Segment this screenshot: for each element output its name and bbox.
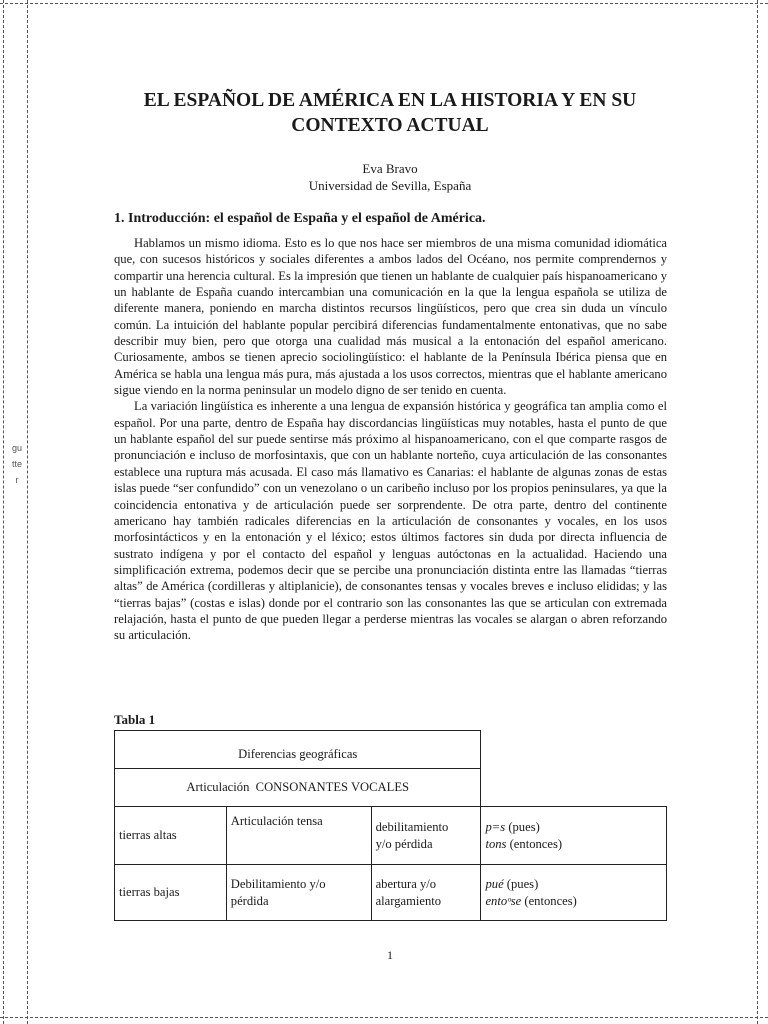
table-cell-region: tierras altas: [115, 807, 227, 865]
table-cell-consonants: Debilitamiento y/o pérdida: [226, 865, 371, 921]
table-cell-examples: p=s (pues) tons (entonces): [481, 807, 667, 865]
paragraph: La variación lingüística es inherente a una lengua de expansión histórica y geográfica tan amplia como el español. Por una parte, dentro de España hay discordancias lingüísticas muy notables, hasta el punto de que un hablante español del sur puede sentirse más próximo al hispanoamericano, con el que comparte rasgos de pronunciación e incluso de morfosintaxis, que con un hablante norteño, cuya articulación de las consonantes establece una ruptura más acusada. El caso más llamativo es Canarias: el hablante de algunas zonas de estas islas puede “ser confundido” con un venezolano o un caribeño incluso por los propios peninsulares, ya que la coincidencia entonativa y de articulación puede ser sorprendente. De otra parte, dentro del continente americano hay también radicales diferencias en la articulación de consonantes y vocales, en los usos morfosintácticos y en la entonación y el léxico; estos últimos factores sin duda por directa influencia de sustrato indígena y por el contacto del español y lenguas autóctonas en la actualidad. Haciendo una simplificación extrema, podemos decir que se percibe una pronunciación distinta entre las llamadas “tierras altas” de América (cordilleras y altiplanicie), de consonantes tensas y vocales breves e incluso elididas; y las “tierras bajas” (costas e islas) donde por el contrario son las consonantes las que se articulan con extremada relajación, hasta el punto de que pueden llegar a perderse mientras las vocales se alargan o abren reforzando su articulación.: [114, 399, 667, 643]
table-row: [115, 807, 667, 865]
document-title: EL ESPAÑOL DE AMÉRICA EN LA HISTORIA Y EN SU CONTEXTO ACTUAL: [143, 90, 637, 136]
author-affiliation: Universidad de Sevilla, España: [308, 178, 472, 193]
author-block: [114, 160, 666, 194]
crop-line-right: [757, 0, 758, 1024]
table-cell-region: tierras bajas: [115, 865, 227, 921]
table-row: [115, 865, 667, 921]
page-number: 1: [387, 948, 393, 962]
table-header-cell: Diferencias geográficas: [115, 731, 481, 769]
table-cell-vowels: debilitamiento y/o pérdida: [371, 807, 481, 865]
table-cell-vowels: abertura y/o alargamiento: [371, 865, 481, 921]
section-heading: 1. Introducción: el español de España y el español de América.: [114, 211, 486, 226]
crop-line-top: [0, 3, 768, 4]
crop-line-bottom: [0, 1017, 768, 1018]
body-text: [114, 235, 667, 644]
paragraph: Hablamos un mismo idioma. Esto es lo que nos hace ser miembros de una misma comunidad idiomática que, con sucesos históricos y sociales diferentes a ambos lados del Océano, nos permite comprendernos y compartir una herencia cultural. Es la impresión que tienen un hablante de cualquier país hispanoamericano y un hablante de España cuando intercambian una comunicación en la que la lengua española se utiliza de diferente manera, poniendo en marcha distintos recursos lingüísticos, pero que crea sin duda un vínculo común. La intuición del hablante popular percibirá diferencias fundamentalmente entonativas, que no sabe describir muy bien, pero que otorga una cualidad más musical a la entonación del español americano. Curiosamente, ambos se tienen aprecio sociolingüístico: el hablante de la Península Ibérica piensa que en América se habla una lengua más pura, más ajustada a los usos correctos, mientras que el hablante americano sigue viendo en la norma peninsular un modelo digno de ser tenido en cuenta.: [114, 236, 667, 398]
geographic-differences-table: [114, 730, 667, 921]
table-cell-consonants: Articulación tensa: [226, 807, 371, 865]
table-subheader-row: [115, 769, 667, 807]
table-subheader-cell: Articulación CONSONANTES VOCALES: [115, 769, 481, 807]
table-cell-examples: pué (pues) entoᵒse (entonces): [481, 865, 667, 921]
table-header-row: [115, 731, 667, 769]
table-label: Tabla 1: [114, 712, 156, 727]
author-name: Eva Bravo: [362, 161, 418, 176]
crop-line-left: [3, 0, 4, 1024]
gutter-label: gutter: [11, 443, 22, 485]
gutter-line: [27, 0, 28, 1024]
